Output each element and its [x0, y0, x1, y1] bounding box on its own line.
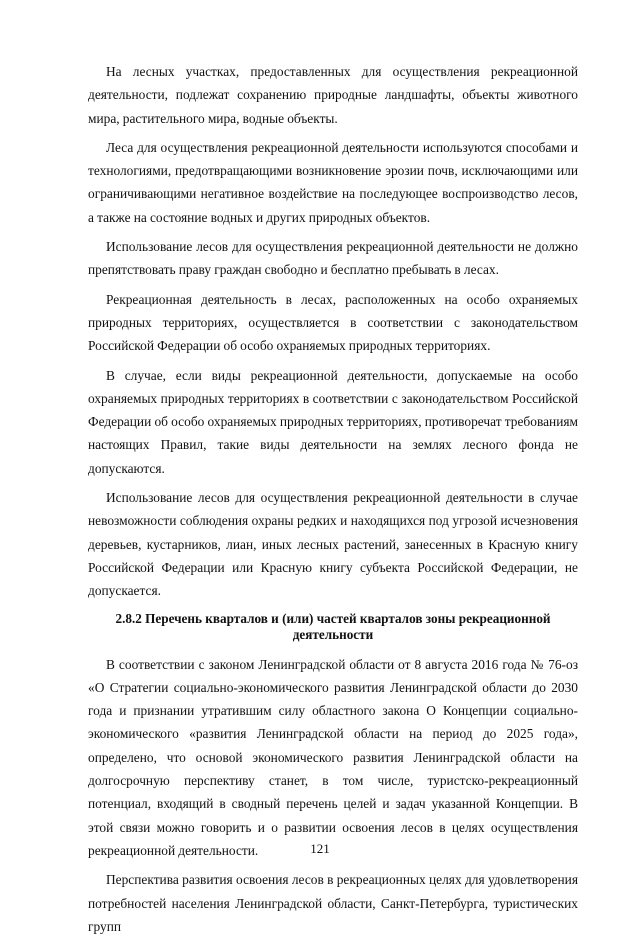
section-heading: 2.8.2 Перечень кварталов и (или) частей кварталов зоны рекреационной деятельности: [115, 610, 551, 642]
paragraph-regional-strategy: В соответствии с законом Ленинградской области от 8 августа 2016 года № 76-оз «О Стратегии социально-экономического развития Ленинградской области до 2030 года и признании утратившим силу областного закона О Концепции социально-экономического «развития Ленинградской области на период до 2025 года», определено, что основой экономического развития Ленинградской области на долгосрочную перспективу станет, в том числе, туристско-рекреационный потенциал, входящий в сводный перечень целей и задач указанной Концепции. В этой связи можно говорить и о развитии освоения лесов в целях осуществления рекреационной деятельности.: [88, 656, 578, 858]
paragraph-recreation-sites: На лесных участках, предоставленных для осуществления рекреационной деятельности, подлежат сохранению природные ландшафты, объекты животного мира, растительного мира, водные объекты.: [88, 64, 578, 126]
page-number: 121: [310, 841, 330, 856]
paragraph-citizens-right: Использование лесов для осуществления рекреационной деятельности не должно препятствовать праву граждан свободно и бесплатно пребывать в лесах.: [88, 239, 578, 278]
paragraph-red-book: Использование лесов для осуществления рекреационной деятельности в случае невозможности соблюдения охраны редких и находящихся под угрозой исчезновения деревьев, кустарников, лиан, иных лесных растений, занесенных в Красную книгу Российской Федерации или Красную книгу субъекта Российской Федерации, не допускается.: [88, 490, 578, 599]
paragraph-protected-areas: Рекреационная деятельность в лесах, расположенных на особо охраняемых природных территориях, осуществляется в соответствии с законодательством Российской Федерации об особо охраняемых природных территориях.: [88, 291, 578, 354]
document-page: [88, 60, 578, 944]
paragraph-technologies: Леса для осуществления рекреационной деятельности используются способами и технологиями, предотвращающими возникновение эрозии почв, исключающими или ограничивающими негативное воздействие на последующее воспроизводство лесов, а также на состояние водных и других природных объектов.: [88, 139, 578, 225]
paragraph-conflicting-activities: В случае, если виды рекреационной деятельности, допускаемые на особо охраняемых природных территориях в соответствии с законодательством Российской Федерации об особо охраняемых природных территориях, противоречат требованиям настоящих Правил, такие виды деятельности на землях лесного фонда не допускаются.: [88, 367, 578, 476]
paragraph-development-prospects: Перспектива развития освоения лесов в рекреационных целях для удовлетворения потребностей населения Ленинградской области, Санкт-Петербурга, туристических групп: [88, 872, 578, 934]
